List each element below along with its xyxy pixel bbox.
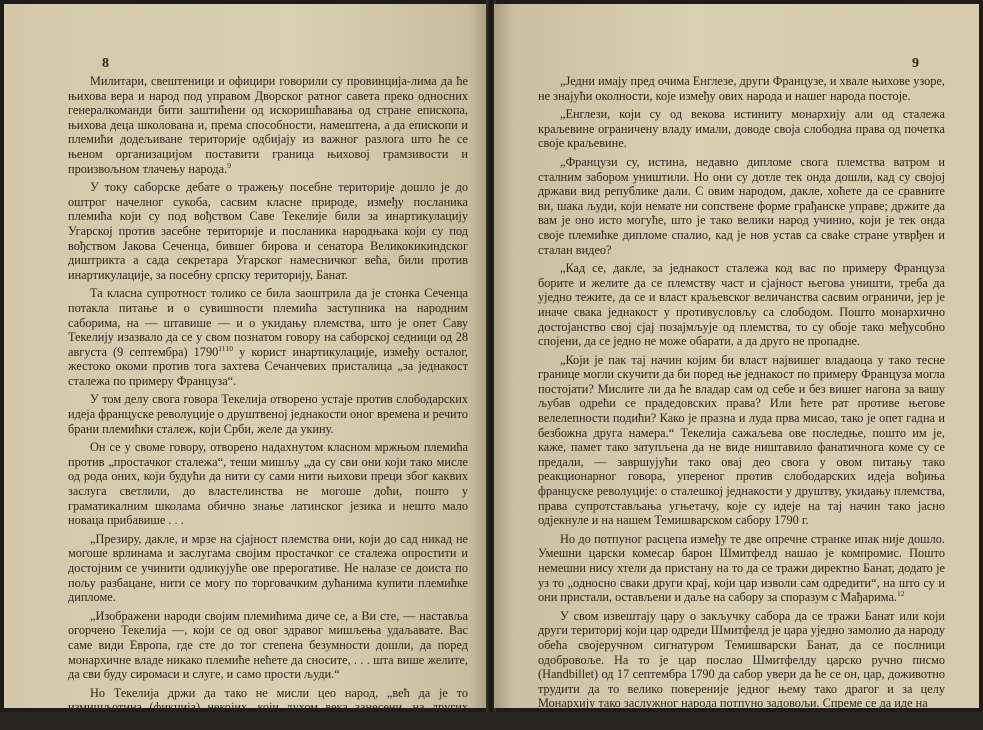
paragraph-text: „Енглези, који су од векова истиниту монархију али од сталежа краљевине ограничену владу имали, доводе своја слободна права од почетка своје краљевине. (538, 107, 945, 151)
paragraph (68, 392, 468, 436)
paragraph (538, 609, 945, 711)
paragraph-text: „Изображени народи својим племићима диче се, а Ви сте, — наставља огорчено Текелија —, који се од овог здравог мишљења удаљавате. Вас саме види Европа, где сте до тог степена безумности дошли, да поред монархичне владе никако племиће нећете да сносите, . . . шта више желите, да сви буду сиромаси и слуге, и само прости људи.“ (68, 608, 468, 682)
paragraph-text: у корист инартикулације, између осталог, жестоко окоми против тога захтева Сечанчевих присталица „за једнакост сталежа по примеру Француза“. (68, 344, 468, 388)
paragraph (68, 74, 468, 176)
left-page-text (68, 74, 468, 730)
paragraph-text: У свом извештају цару о закључку сабора да се тражи Банат или који други териториј који цар одреди Шмитфелд је цара уједно замолио да народу обећа својеручном сигнатуром Темишварски Банат, да се послници одобровоље. На то је цар послао Шмитфелду царско ручно писмо (Handbillet) од 17 септембра 1790 да сабор увери да ће се он, цар, доживотно трудити да то велико повереније једног њему тако драгог и за целу Монархију тако заслужног народа потпуно задовољи. Спреме се да иде на (538, 608, 945, 711)
paragraph-text: У том делу свога говора Текелија отворено устаје против слободарских идеја француске револуције о друштвеној једнакости оног времена и речито брани племићки сталеж, који Срби, желе да укину. (68, 392, 468, 436)
paragraph (538, 261, 945, 349)
paragraph (68, 180, 468, 282)
footnote-marker: 11 (218, 343, 226, 353)
paragraph (68, 609, 468, 682)
paragraph (68, 440, 468, 528)
paragraph-text: „Презиру, дакле, и мрзе на сјајност племства они, који до сад никад не могоше врлинама и заслугама својим простачког се сталежа опростити и достојним се учинити одликујуће ове прерогативе. Не налазе се доиста по пољу разбацане, нити се могу по торговачким дућанима купити племићке дипломе. (68, 531, 468, 605)
left-page (4, 4, 488, 729)
paragraph (538, 532, 945, 605)
right-page-text (538, 74, 945, 711)
paragraph-text: Та класна супротност толико се била заоштрила да је стонка Сеченца потакла питање и о сувишности племића заступника на народним саборима, на — штавише — и о укидању племства, што је опет Саву Текелију изазвало да се у свом познатом говору на саборској седници од 28 августа (9 септембра) 1790 (68, 286, 468, 359)
paragraph (538, 74, 945, 103)
paragraph (68, 532, 468, 605)
paragraph (68, 686, 468, 730)
right-page (494, 4, 979, 711)
paragraph-text: Он се у своме говору, отворено надахнутом класном мржњом племића против „простачког сталежа“, теши мишљу „да су сви они који тако мисле од рода оних, који будући да нити су сами нити њихови преци због каквих заслуга светлили, до властелинства не могоше доћи, пошто у граматикалним школама обично знање латинског језика и нешто мало новаца прибавише . . . (68, 440, 468, 528)
footnote-marker: 10 (225, 343, 233, 353)
paragraph (538, 155, 945, 257)
paragraph-text: Но Текелија држи да тако не мисли цео народ, „већ да је то измишљотина (фикција) некојих, који духом века занесени, на других народа узоре се обзиру“. (68, 685, 468, 729)
page-number-right: 9 (912, 56, 919, 71)
paragraph-text: „Французи су, истина, недавно дипломе свога племства ватром и сталним забором уништили. Но они су дотле тек онда дошли, кад су својој држави вид републике дали. С овим народом, дакле, хоћете да се сравните ви, шака људи, који немате ни сопствене форме грађанске управе; држите да вам је оно исто могуће, што је тако велики народ учинио, који је тек онда своје племићке дипломе спалио, кад је нов устав са свake стране утврђен и сталан видео? (538, 154, 945, 257)
footnote-marker: 12 (896, 589, 905, 599)
paragraph-text: У току саборске дебате о тражењу посебне територије дошло је до оштрог начелног сукоба, сасвим класне природе, између посланика племића који су под вођством Саве Текелије били за инартикулацију Угарској против засебне територије и посланика народњака који су под вођством Јакова Сеченца, бившег бирова и сенатора Великокикиндског диштрикта а сада секретара Угарског намесничког већа, били против инартикулације, за посебну српску територију, Банат. (68, 180, 468, 282)
paragraph (538, 107, 945, 151)
paragraph-text: Но до потпуног расцепа између те две опречне странке ипак није дошло. Умешни царски комесар барон Шмитфелд нашао је компромис. Пошто немешни нису хтели да пристану на то да се тражи директно Банат, додато је уз то „односно сваки други крај, који цар изволи сам одредити“, на што су и они пристали, остављени и даље на сабору за споразум с Мађарима. (538, 531, 945, 605)
paragraph-text: „Једни имају пред очима Енглезе, други Французе, и хвале њихове узоре, не знајући околности, које између ових народа и нашег народа постоје. (538, 74, 945, 103)
paragraph-text: „Који је пак тај начин којим би власт највишег владаоца у тако тесне границе могли скучити да би поред ње једнакост по примеру Француза могла постојати? Мислите ли да ће владар сам од себе и без вишег нагона за вашу љубав одрећи се прадедовских права? Или ћете рат противе његове велелепности подићи? Како је празна и луда прва мисао, тако је опет гадна и безбожна друга намера.“ Текелија сажаљева ове последње, пошто им је, каже, памет тако затупљена да не виде ништавило фанатичнога коме су се предали, — завршујући тако овај део свога у овом питању тако реакционарног говора, упереног против слободарских идеја вођиња француске револуције: о сталешкој једнакости у друштву, укидању племства, права супротстављања угњетачу, које су идеје на тај начин тако јасно одјекнуле и на нашем Темишварском сабору 1790 г. (538, 352, 945, 528)
paragraph-text: Милитари, свештеници и официри говорили су провинција-лима да ће њихова вера и народ под управом Дворског ратног савета преко односних генералкоманди бити заштићени од искоришћавања од стране епископа, њихова деца школована и, према способности, намештена, а да епископи и племићи додељиване територије одбијају из важног разлога што ће се њеном организацијом поставити граница њиховој грамзивости и произвољном тлачењу народа. (68, 74, 468, 176)
paragraph (538, 353, 945, 528)
footnote-marker: 9 (227, 160, 231, 170)
paragraph-text: „Кад се, дакле, за једнакост сталежа код вас по примеру Француза борите и желите да се племству част и сјајност његова уништи, треба да уједно тежите, да се и власт краљевског величанства сасвим ограничи, јер је иначе свака једнакост у противусловљу са слободом. Пошто монархично достојанство свој сјај позајмљује од племства, то су обоје тако међусобно спојени, да се једно не може обарати, а да друго не пропадне. (538, 261, 945, 349)
paragraph (68, 286, 468, 388)
page-number-left: 8 (102, 56, 109, 71)
